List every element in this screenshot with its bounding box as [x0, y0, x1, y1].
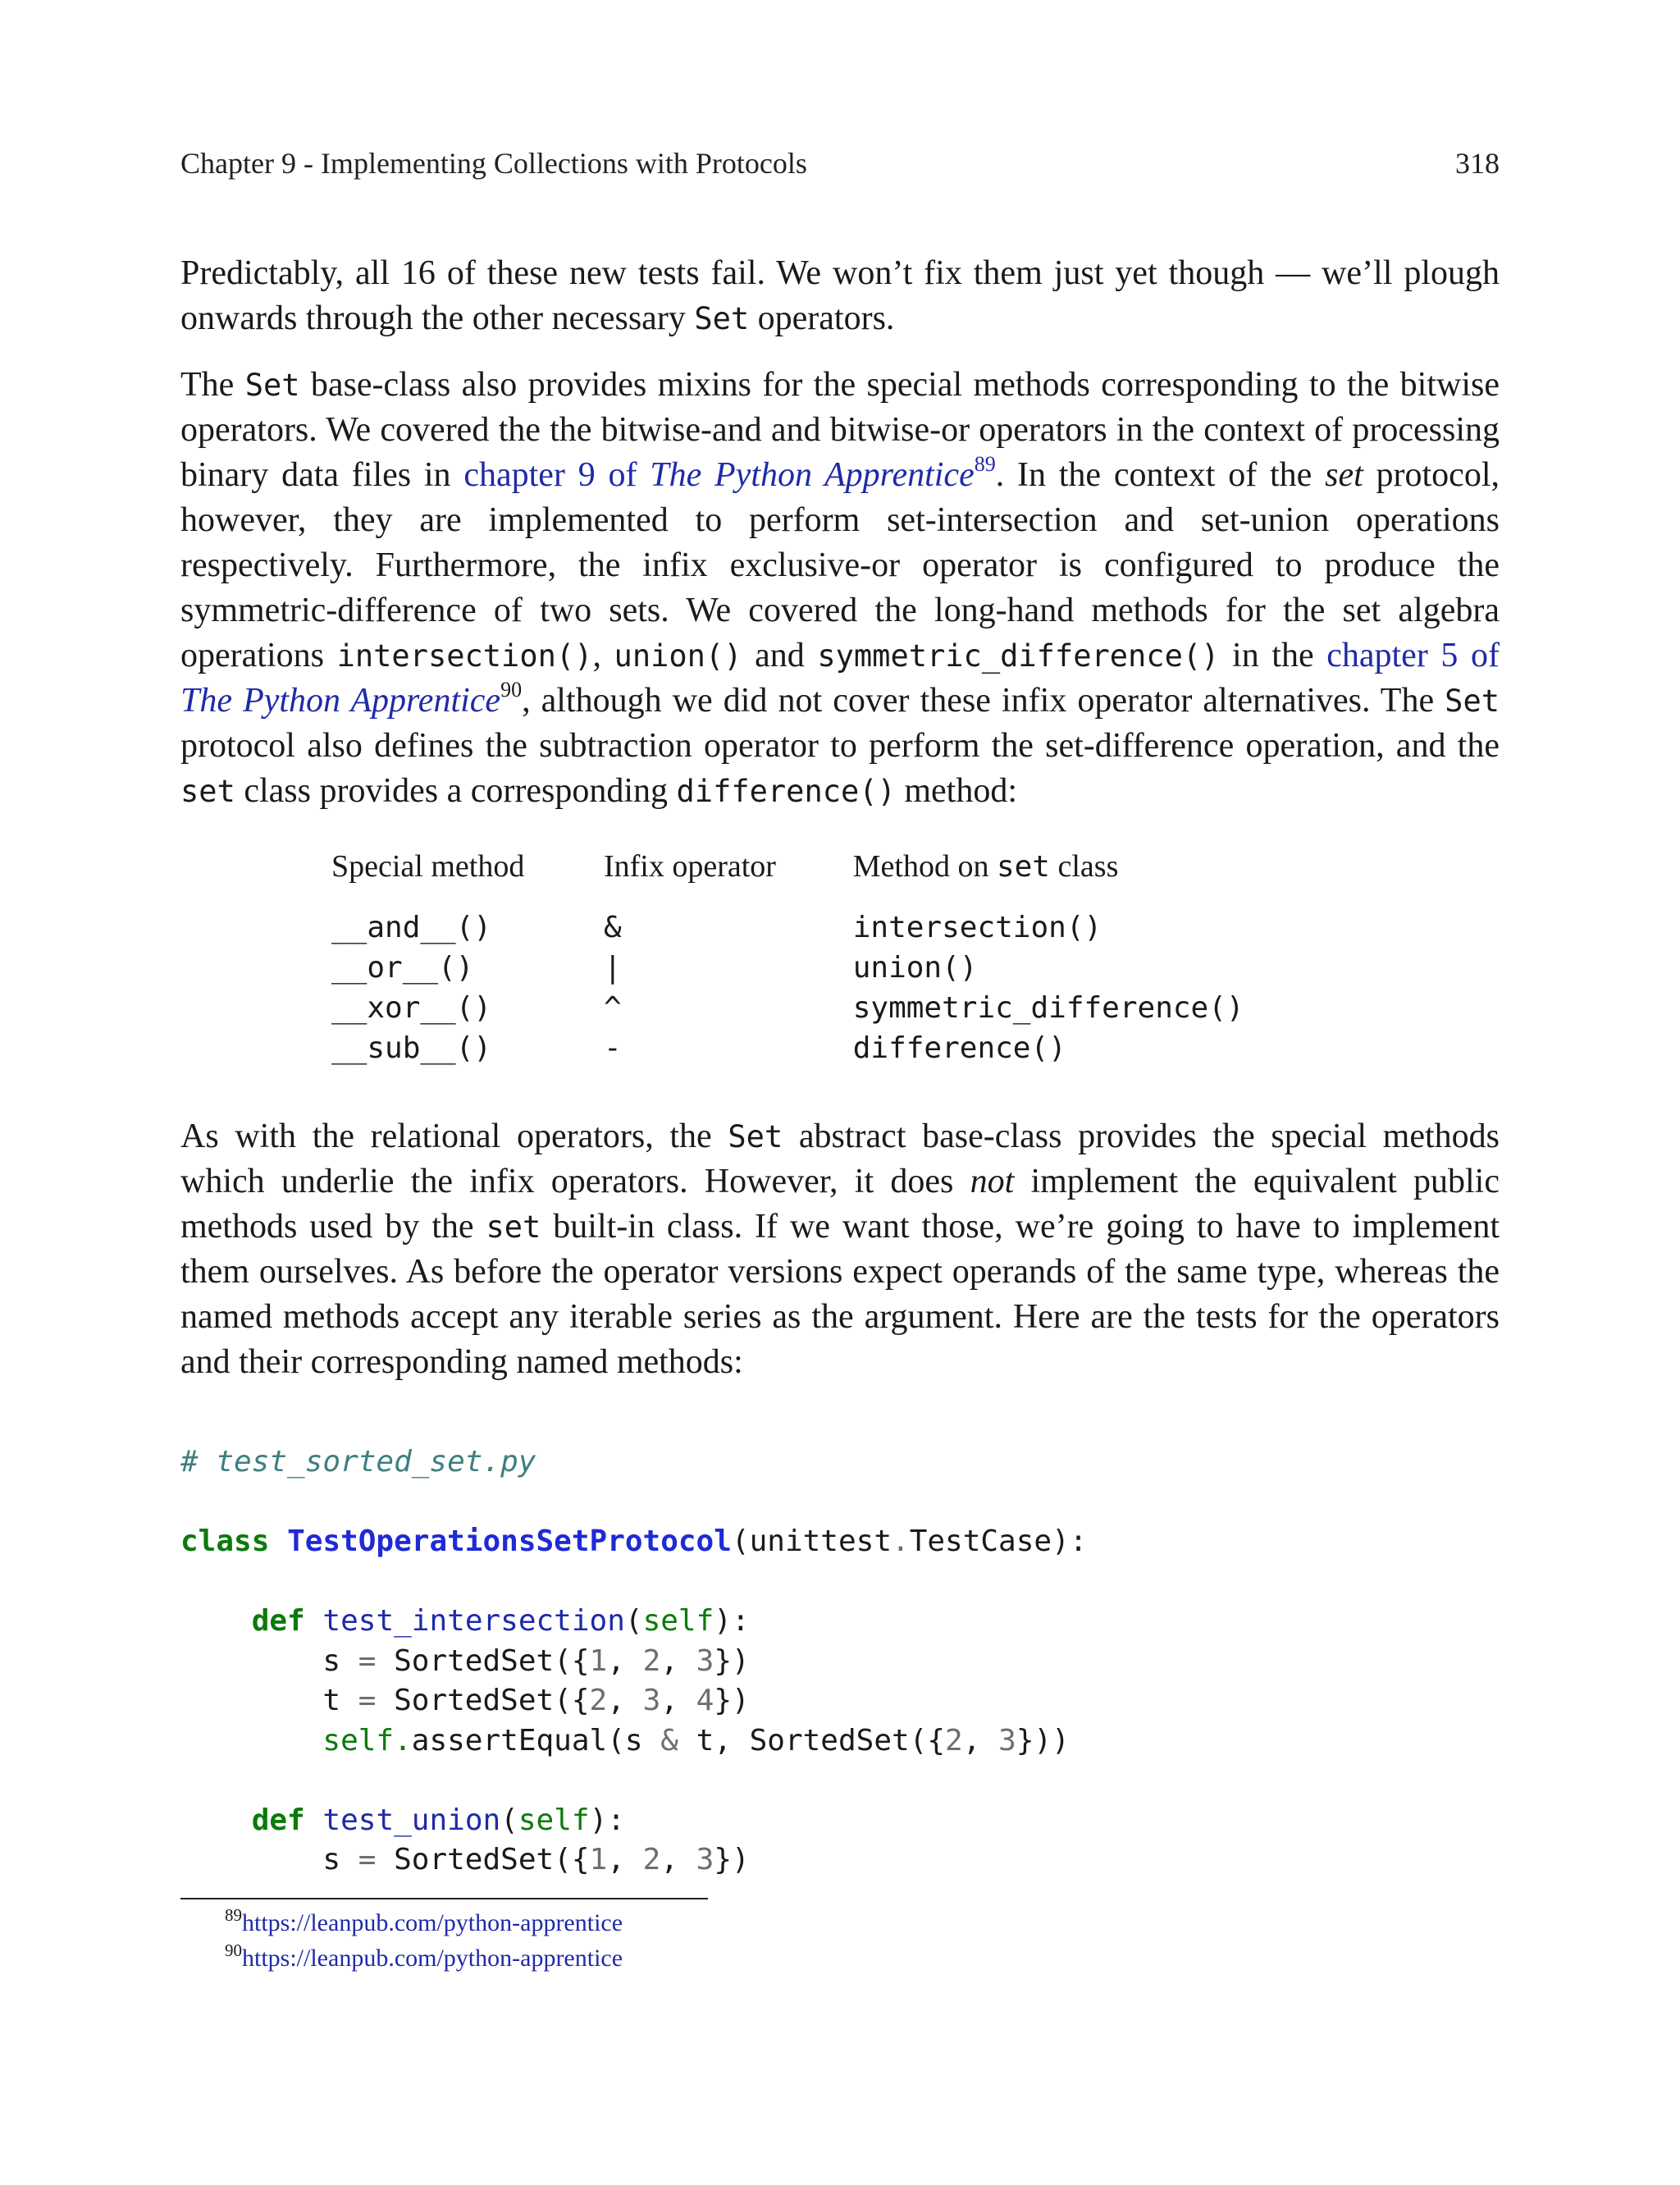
emphasis: not — [970, 1163, 1015, 1200]
code-listing — [180, 1442, 1500, 1881]
header-infix-operator: Infix operator — [603, 849, 776, 884]
footnote-89: $^{89}$https://leanpub.com/python-apprentice — [225, 1905, 623, 1936]
table-row — [331, 1028, 1316, 1068]
cell-infix: ^ — [603, 991, 622, 1025]
footnote-ref-90: 90 — [500, 678, 523, 702]
emphasis: set — [1325, 456, 1363, 494]
inline-code: symmetric_difference() — [817, 638, 1220, 674]
table-header-row — [331, 848, 1316, 907]
method-name: test_union — [322, 1803, 501, 1837]
code-line — [180, 1442, 1500, 1483]
text-run: base-class also provides mixins for the special methods corresponding to the bitwise operators. We covered the the bitwise-and and bitwise-or operators in the context of processing binary data files in — [180, 366, 1500, 494]
footnote-link[interactable]: https://leanpub.com/python-apprentice — [242, 1909, 623, 1936]
text-run: operators. — [749, 299, 895, 337]
inline-code: Set — [728, 1119, 783, 1154]
page-number: 318 — [1455, 147, 1500, 180]
table-row — [331, 907, 1316, 948]
inline-code: difference() — [676, 774, 896, 809]
cell-infix: & — [603, 911, 622, 944]
chapter-title: Chapter 9 - Implementing Collections with Protocols — [180, 147, 807, 180]
cell-method: union() — [852, 951, 978, 985]
inline-code: union() — [614, 638, 742, 674]
text-run: . In the context of the — [995, 456, 1326, 494]
link-chapter-5[interactable]: chapter 5 of The Python Apprentice — [180, 637, 1500, 720]
footnote-divider — [180, 1898, 708, 1899]
code-comment: # test_sorted_set.py — [180, 1445, 536, 1479]
paragraph-3: As with the relational operators, the Set abstract base-class provides the special methods which underlie the infix operators. However, it does not implement the equivalent public methods used by the set built-in class. If we want those, we’re going to have to implement them ourselves. As before the operator versions expect operands of the same type, whereas the named methods accept any iterable series as the argument. Here are the tests for the operators and their corresponding named methods: — [180, 1118, 1500, 1381]
running-header — [180, 146, 1500, 181]
cell-method: intersection() — [852, 911, 1102, 944]
text-run: protocol, however, they are implemented to perform set-intersection and set-union operations respectively. Furthermore, the infix exclusive-or operator is configured to produce the symmetric-difference of two sets. We covered the long-hand methods for the set algebra operations — [180, 456, 1500, 674]
operator-table — [331, 848, 1316, 1068]
paragraph-1 — [180, 251, 1500, 341]
table-row — [331, 948, 1316, 988]
cell-special: __xor__() — [331, 991, 492, 1025]
cell-special: __or__() — [331, 951, 474, 985]
cell-special: __sub__() — [331, 1031, 492, 1065]
code-line: self.assertEqual(s & t, SortedSet({2, 3})) — [322, 1723, 1070, 1758]
code-line: class TestOperationsSetProtocol(unittest.TestCase): — [180, 1524, 1088, 1558]
text-run: The — [180, 366, 245, 404]
paragraph-2: The Set base-class also provides mixins for the special methods corresponding to the bitwise operators. We covered the the bitwise-and and bitwise-or operators in the context of processing binary data files in chapter 9 of The Python Apprentice$^{89}$. In the context of the set protocol, however, they are implemented to perform set-intersection and set-union operations respectively. Furthermore, the infix exclusive-or operator is configured to produce the symmetric-difference of two sets. We covered the long-hand methods for the set algebra operations intersection(), union() and symmetric_difference() in the chapter 5 of The Python Apprentice$^{90}$, although we did not cover these infix operator alternatives. The Set protocol also defines the subtraction operator to perform the set-difference operation, and the set class provides a corresponding difference() method: — [180, 366, 1500, 810]
code-line: def test_intersection(self): — [251, 1604, 750, 1638]
code-line: t = SortedSet({2, 3, 4}) — [322, 1684, 750, 1717]
inline-code: Set — [244, 368, 300, 403]
footnotes — [225, 1905, 623, 1976]
cell-infix: - — [603, 1031, 622, 1065]
text-run: Predictably, all 16 of these new tests fail. We won’t fix them just yet though — we’ll plough onwards through the other necessary — [180, 254, 1500, 337]
link-chapter-9[interactable]: chapter 9 of The Python Apprentice$^{89}$ — [463, 452, 996, 494]
inline-code: Set — [1445, 683, 1500, 719]
code-line: def test_union(self): — [251, 1803, 625, 1837]
class-name: TestOperationsSetProtocol — [287, 1524, 732, 1558]
inline-code: Set — [694, 301, 750, 336]
cell-method: symmetric_difference() — [852, 991, 1244, 1025]
footnote-ref-89: 89 — [974, 452, 996, 476]
code-line: s = SortedSet({1, 2, 3}) — [322, 1843, 750, 1876]
header-special-method: Special method — [331, 849, 525, 884]
cell-special: __and__() — [331, 911, 492, 944]
method-name: test_intersection — [322, 1604, 625, 1638]
table-row — [331, 988, 1316, 1028]
cell-method: difference() — [852, 1031, 1066, 1065]
inline-code: intersection() — [336, 638, 593, 674]
cell-infix: | — [603, 951, 622, 985]
code-line: s = SortedSet({1, 2, 3}) — [322, 1643, 750, 1678]
inline-code: set — [486, 1209, 541, 1245]
header-method-on-set: Method on set class — [852, 849, 1119, 884]
inline-code: set — [180, 774, 235, 809]
footnote-90: $^{90}$https://leanpub.com/python-apprentice — [225, 1940, 623, 1972]
footnote-link[interactable]: https://leanpub.com/python-apprentice — [242, 1945, 623, 1972]
